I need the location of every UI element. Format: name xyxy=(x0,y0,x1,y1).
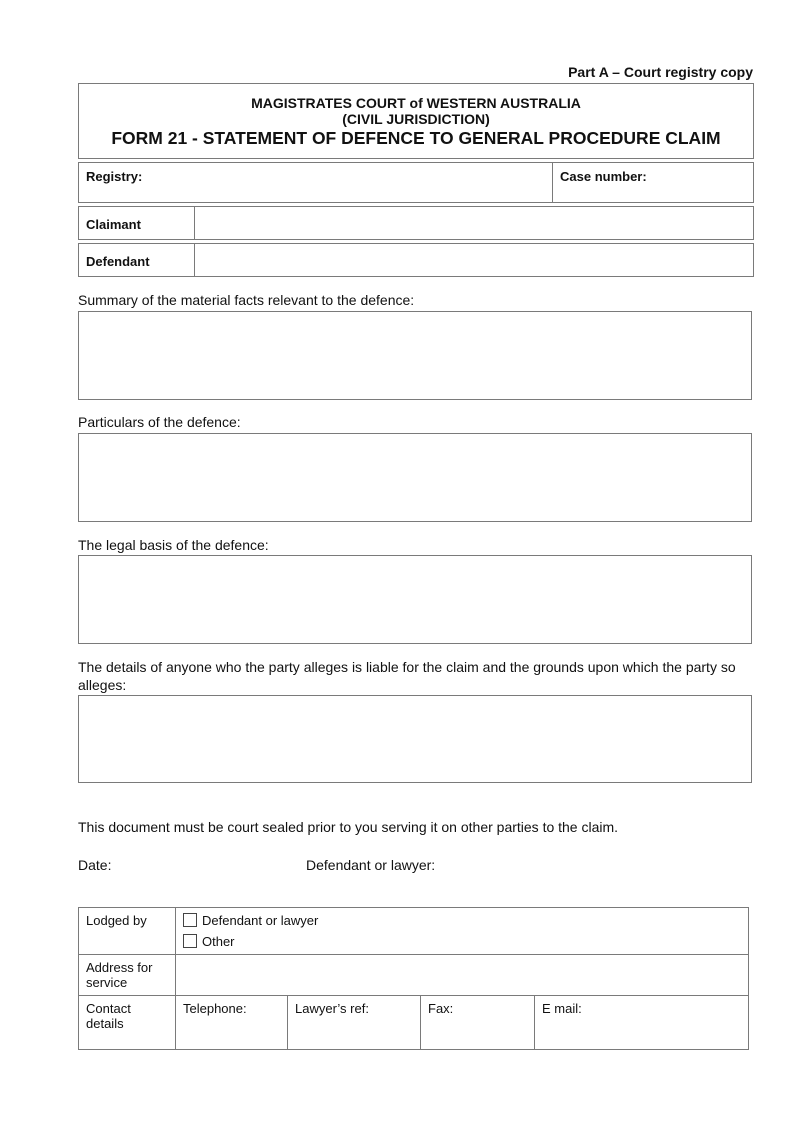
court-name: MAGISTRATES COURT of WESTERN AUSTRALIA xyxy=(251,95,581,111)
particulars-prompt: Particulars of the defence: xyxy=(78,414,241,430)
liable-party-prompt: The details of anyone who the party alleges is liable for the claim and the grounds upon which the party so alleges: xyxy=(78,659,736,693)
option-defendant[interactable] xyxy=(183,913,741,928)
option-label: Other xyxy=(202,934,235,949)
date-input[interactable] xyxy=(120,852,290,876)
contact-label: Contact details xyxy=(79,996,176,1050)
case-number-label: Case number: xyxy=(560,169,647,184)
date-label: Date: xyxy=(78,857,112,873)
legal-basis-textarea[interactable] xyxy=(78,555,752,644)
material-facts-textarea[interactable] xyxy=(78,311,752,400)
lawyers-ref-field[interactable]: Lawyer’s ref: xyxy=(288,996,421,1050)
telephone-field[interactable]: Telephone: xyxy=(176,996,288,1050)
court-seal-notice: This document must be court sealed prior to you serving it on other parties to the claim. xyxy=(78,819,619,835)
lodgement-table xyxy=(78,907,749,1050)
material-facts-prompt: Summary of the material facts relevant to the defence: xyxy=(78,292,415,308)
fax-field[interactable]: Fax: xyxy=(421,996,535,1050)
registry-label: Registry: xyxy=(86,169,143,184)
lodged-by-label: Lodged by xyxy=(79,908,176,955)
option-other[interactable] xyxy=(183,934,741,949)
address-label: Address for service xyxy=(79,955,176,996)
claimant-input[interactable] xyxy=(195,207,753,239)
case-number-input[interactable] xyxy=(553,163,753,202)
part-label: Part A – Court registry copy xyxy=(568,64,753,80)
claimant-label: Claimant xyxy=(86,217,141,232)
defendant-input[interactable] xyxy=(195,244,753,276)
liable-party-textarea[interactable] xyxy=(78,695,752,783)
form-header xyxy=(78,83,754,159)
lodged-by-options xyxy=(176,908,749,955)
address-input[interactable] xyxy=(176,955,749,996)
registry-input[interactable] xyxy=(79,163,551,202)
particulars-textarea[interactable] xyxy=(78,433,752,522)
email-field[interactable]: E mail: xyxy=(535,996,749,1050)
signature-input[interactable] xyxy=(450,852,750,876)
legal-basis-prompt: The legal basis of the defence: xyxy=(78,537,269,553)
option-label: Defendant or lawyer xyxy=(202,913,319,928)
form-title: FORM 21 - STATEMENT OF DEFENCE TO GENERAL PROCEDURE CLAIM xyxy=(111,128,721,148)
jurisdiction: (CIVIL JURISDICTION) xyxy=(342,111,490,127)
signer-label: Defendant or lawyer: xyxy=(306,857,436,873)
checkbox-defendant-or-lawyer[interactable] xyxy=(183,913,197,927)
defendant-label: Defendant xyxy=(86,254,150,269)
checkbox-other[interactable] xyxy=(183,934,197,948)
